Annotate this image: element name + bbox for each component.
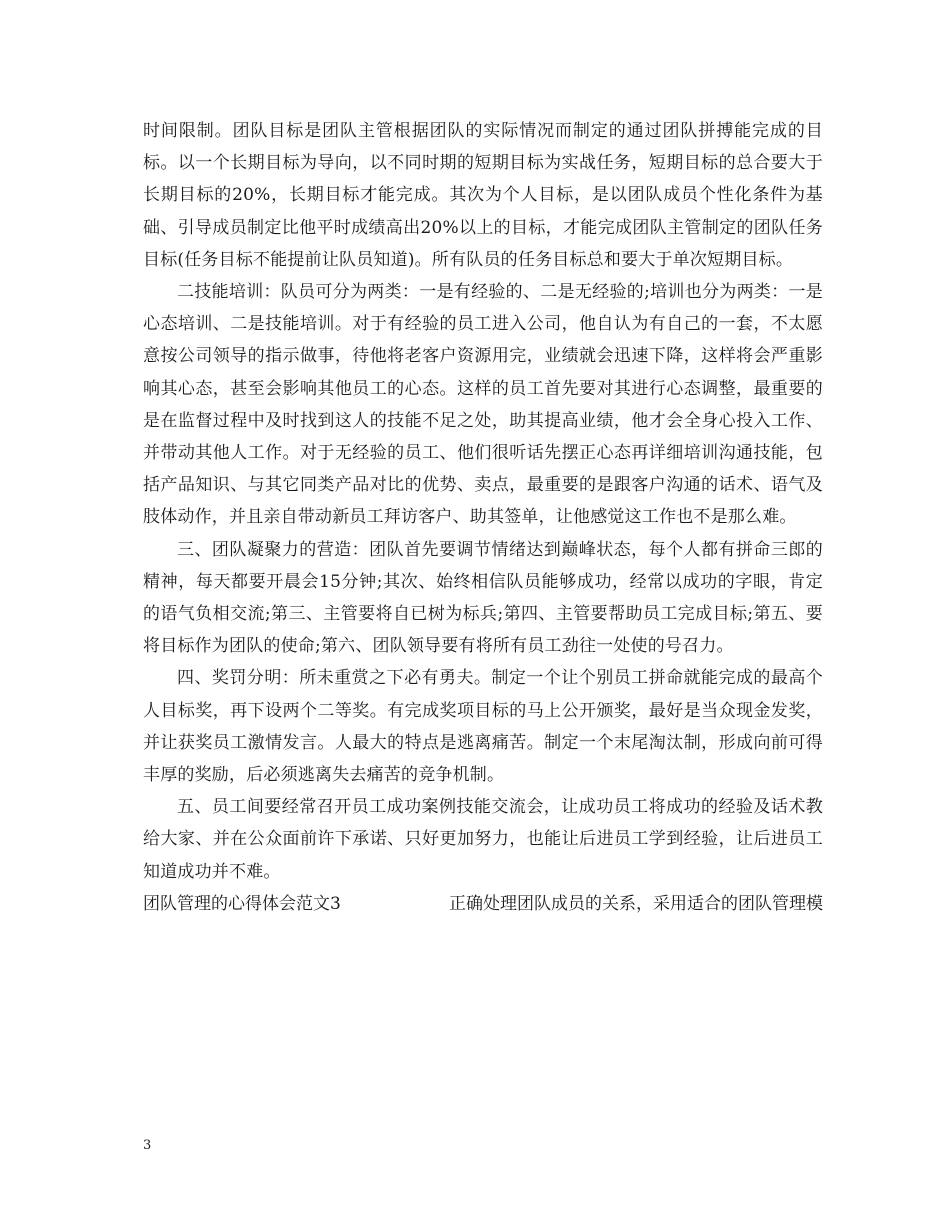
document-body xyxy=(143,115,823,920)
paragraph-experience-sharing: 五、员工间要经常召开员工成功案例技能交流会，让成功员工将成功的经验及话术教给大家、并在公众面前许下承诺、只好更加努力，也能让后进员工学到经验，让后进员工知道成功并不难。 xyxy=(143,797,823,882)
page-number: 3 xyxy=(143,1138,152,1153)
section-heading-line xyxy=(143,888,823,920)
paragraph-goals: 时间限制。团队目标是团队主管根据团队的实际情况而制定的通过团队拼搏能完成的目标。以一个长期目标为导向，以不同时期的短期目标为实战任务，短期目标的总合要大于长期目标的20%，长期目标才能完成。其次为个人目标，是以团队成员个性化条件为基础、引导成员制定比他平时成绩高出20%以上的目标，才能完成团队主管制定的团队任务目标(任务目标不能提前让队员知道)。所有队员的任务目标总和要大于单次短期目标。 xyxy=(143,121,823,270)
section-title: 团队管理的心得体会范文3 xyxy=(143,893,341,914)
paragraph-skill-training: 二技能培训：队员可分为两类：一是有经验的、二是无经验的;培训也分为两类：一是心态培训、二是技能培训。对于有经验的员工进入公司，他自认为有自己的一套，不太愿意按公司领导的指示做事，待他将老客户资源用完，业绩就会迅速下降，这样将会严重影响其心态，甚至会影响其他员工的心态。这样的员工首先要对其进行心态调整，最重要的是在监督过程中及时找到这人的技能不足之处，助其提高业绩，他才会全身心投入工作、并带动其他人工作。对于无经验的员工、他们很听话先摆正心态再详细培训沟通技能，包括产品知识、与其它同类产品对比的优势、卖点，最重要的是跟客户沟通的话术、语气及肢体动作，并且亲自带动新员工拜访客户、助其签单，让他感觉这工作也不是那么难。 xyxy=(143,282,823,528)
paragraph-rewards-penalties: 四、奖罚分明：所未重赏之下必有勇夫。制定一个让个别员工拼命就能完成的最高个人目标奖，再下设两个二等奖。有完成奖项目标的马上公开颁奖，最好是当众现金发奖，并让获奖员工激情发言。人最大的特点是逃离痛苦。制定一个末尾淘汰制，形成向前可得丰厚的奖励，后必须逃离失去痛苦的竞争机制。 xyxy=(143,668,823,786)
section-continuation-text: 正确处理团队成员的关系，采用适合的团队管理模 xyxy=(449,893,823,914)
paragraph-team-cohesion: 三、团队凝聚力的营造：团队首先要调节情绪达到巅峰状态，每个人都有拼命三郎的精神，每天都要开晨会15分钟;其次、始终相信队员能够成功，经常以成功的字眼，肯定的语气负相交流;第三、主管要将自已树为标兵;第四、主管要帮助员工完成目标;第五、要将目标作为团队的使命;第六、团队领导要有将所有员工劲往一处使的号召力。 xyxy=(143,539,823,657)
